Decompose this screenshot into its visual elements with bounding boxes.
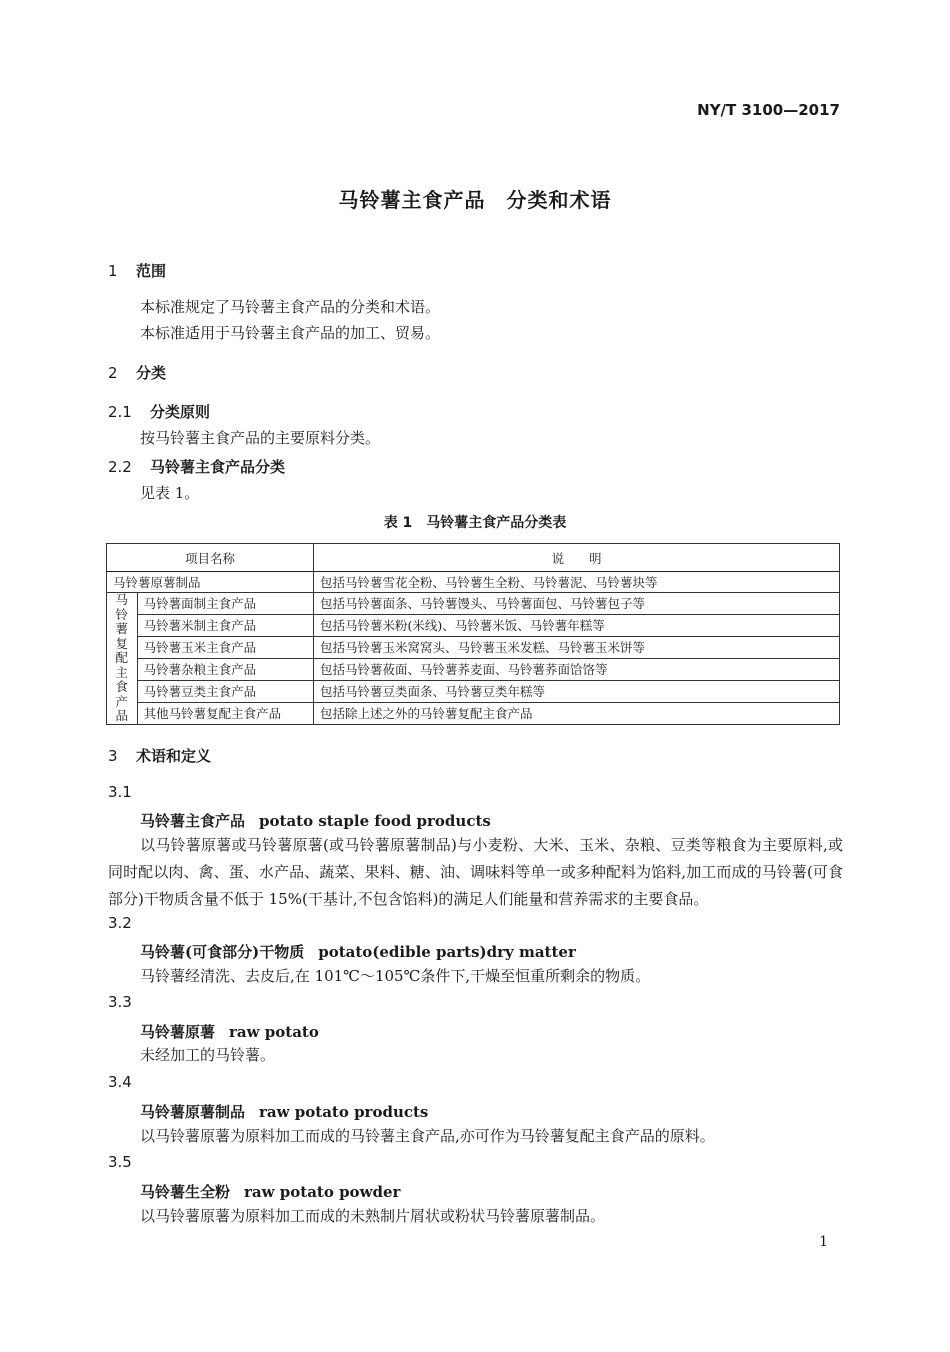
section-2-2-heading — [108, 456, 285, 477]
header-item-name: 项目名称 — [107, 544, 314, 572]
row-name: 马铃薯豆类主食产品 — [137, 680, 313, 702]
table-row — [107, 702, 840, 724]
term-heading — [140, 1181, 400, 1202]
term-english: potato(edible parts)dry matter — [318, 943, 576, 961]
row-name: 马铃薯杂粮主食产品 — [137, 658, 313, 680]
section-title: 范围 — [136, 262, 167, 280]
section-2-1-heading — [108, 401, 210, 422]
term-english: raw potato powder — [244, 1183, 401, 1201]
table-row — [107, 636, 840, 658]
section-title: 分类原则 — [150, 403, 211, 421]
document-title: 马铃薯主食产品 分类和术语 — [338, 188, 612, 212]
term-number: 3.3 — [108, 993, 132, 1011]
row-name: 马铃薯米制主食产品 — [137, 614, 313, 636]
row-name: 其他马铃薯复配主食产品 — [137, 702, 313, 724]
term-heading — [140, 1101, 428, 1122]
section-number: 2.1 — [108, 403, 132, 421]
section-3-heading — [108, 745, 211, 766]
scope-paragraph-1: 本标准规定了马铃薯主食产品的分类和术语。 — [140, 298, 441, 316]
table-row — [107, 658, 840, 680]
term-definition: 以马铃薯原薯为原料加工而成的未熟制片屑状或粉状马铃薯原薯制品。 — [140, 1207, 606, 1225]
section-2-heading — [108, 362, 166, 383]
page-number: 1 — [819, 1234, 828, 1250]
row-description: 包括马铃薯面条、马铃薯馒头、马铃薯面包、马铃薯包子等 — [314, 593, 840, 615]
section-title: 分类 — [136, 364, 167, 382]
row-description: 包括马铃薯米粉(米线)、马铃薯米饭、马铃薯年糕等 — [314, 614, 840, 636]
classification-table — [106, 543, 840, 725]
row-name: 马铃薯原薯制品 — [107, 572, 314, 593]
term-heading — [140, 941, 576, 962]
term-chinese: 马铃薯原薯制品 — [140, 1103, 246, 1121]
term-heading — [140, 1021, 319, 1042]
row-description: 包括马铃薯雪花全粉、马铃薯生全粉、马铃薯泥、马铃薯块等 — [314, 572, 840, 593]
term-definition: 未经加工的马铃薯。 — [140, 1046, 276, 1064]
term-number: 3.1 — [108, 783, 132, 801]
table-row — [107, 680, 840, 702]
section-1-heading — [108, 260, 166, 281]
header-description: 说 明 — [314, 544, 840, 572]
row-description: 包括马铃薯豆类面条、马铃薯豆类年糕等 — [314, 680, 840, 702]
term-chinese: 马铃薯(可食部分)干物质 — [140, 943, 305, 961]
term-chinese: 马铃薯生全粉 — [140, 1183, 231, 1201]
row-description: 包括除上述之外的马铃薯复配主食产品 — [314, 702, 840, 724]
term-number: 3.2 — [108, 914, 132, 932]
term-english: potato staple food products — [259, 812, 491, 830]
group-label-vertical: 马 铃 薯 复 配 主 食 产 品 — [107, 593, 138, 725]
section-number: 3 — [108, 747, 118, 765]
term-english: raw potato products — [259, 1103, 429, 1121]
row-name: 马铃薯玉米主食产品 — [137, 636, 313, 658]
classification-principle-text: 按马铃薯主食产品的主要原料分类。 — [140, 429, 381, 447]
row-description: 包括马铃薯玉米窝窝头、马铃薯玉米发糕、马铃薯玉米饼等 — [314, 636, 840, 658]
term-definition: 以马铃薯原薯为原料加工而成的马铃薯主食产品,亦可作为马铃薯复配主食产品的原料。 — [140, 1127, 715, 1145]
term-chinese: 马铃薯主食产品 — [140, 812, 246, 830]
table-caption: 表 1 马铃薯主食产品分类表 — [383, 515, 567, 531]
section-number: 2 — [108, 364, 118, 382]
scope-paragraph-2: 本标准适用于马铃薯主食产品的加工、贸易。 — [140, 324, 441, 342]
term-number: 3.4 — [108, 1073, 132, 1091]
term-definition: 马铃薯经清洗、去皮后,在 101℃～105℃条件下,干燥至恒重所剩余的物质。 — [140, 967, 651, 985]
row-name: 马铃薯面制主食产品 — [137, 593, 313, 615]
table-row — [107, 572, 840, 593]
term-definition: 以马铃薯原薯或马铃薯原薯(或马铃薯原薯制品)与小麦粉、大米、玉米、杂粮、豆类等粮食为主要原料,或同时配以肉、禽、蛋、水产品、蔬菜、果料、糖、油、调味料等单一或多种配料为馅料,加工而成的马铃薯(可食部分)干物质含量不低于 15%(干基计,不包含馅料)的满足人们能量和营养需求的主要食品。 — [108, 836, 843, 908]
term-heading — [140, 810, 491, 831]
table-row — [107, 593, 840, 615]
section-number: 2.2 — [108, 458, 132, 476]
term-chinese: 马铃薯原薯 — [140, 1023, 216, 1041]
table-header-row — [107, 544, 840, 572]
row-description: 包括马铃薯莜面、马铃薯荞麦面、马铃薯荞面饸饹等 — [314, 658, 840, 680]
section-number: 1 — [108, 262, 118, 280]
section-title: 马铃薯主食产品分类 — [150, 458, 286, 476]
term-number: 3.5 — [108, 1153, 132, 1171]
see-table-text: 见表 1。 — [140, 484, 200, 502]
term-english: raw potato — [229, 1023, 319, 1041]
standard-code: NY/T 3100—2017 — [697, 101, 840, 119]
table-row — [107, 614, 840, 636]
section-title: 术语和定义 — [136, 747, 212, 765]
